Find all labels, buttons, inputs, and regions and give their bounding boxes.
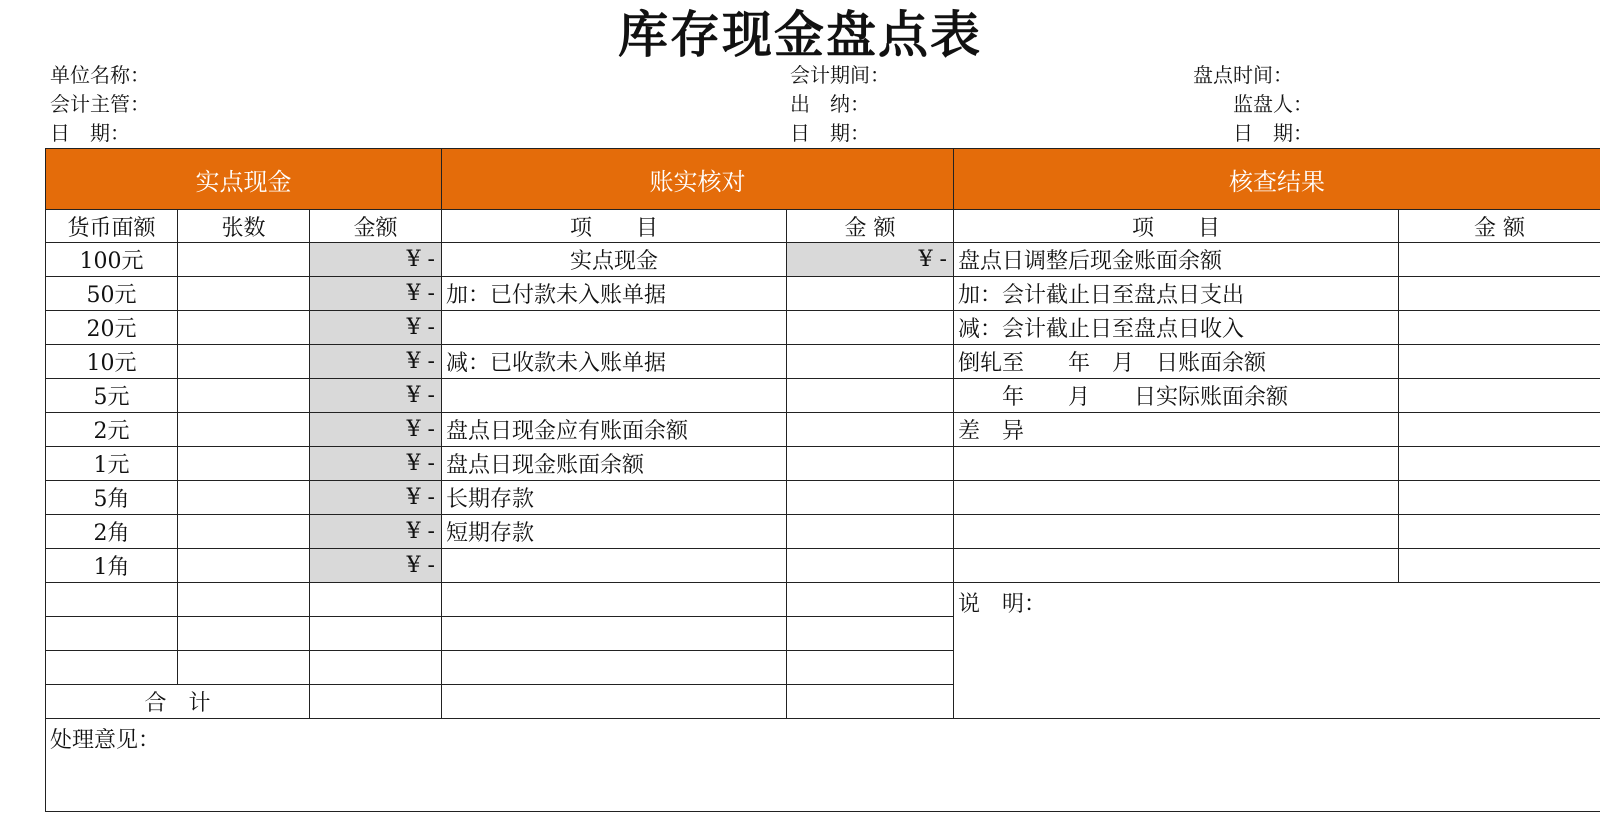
supervisor-label: 监盘人： xyxy=(1233,92,1313,116)
table-row xyxy=(46,345,1600,379)
unit-name-label: 单位名称： xyxy=(50,63,150,87)
recon-item-cell xyxy=(442,379,787,413)
amount-cell[interactable]: ¥ - xyxy=(310,345,442,379)
recon-item-cell: 减：已收款未入账单据 xyxy=(442,345,787,379)
result-amount-cell[interactable] xyxy=(1399,549,1600,583)
empty-cell[interactable] xyxy=(310,617,442,651)
section-reconciliation: 账实核对 xyxy=(442,149,954,210)
recon-item-cell: 长期存款 xyxy=(442,481,787,515)
empty-cell[interactable] xyxy=(442,583,787,617)
table-row xyxy=(46,379,1600,413)
table-row xyxy=(46,413,1600,447)
accounting-period-label: 会计期间： xyxy=(790,63,890,87)
col-item-2: 项 目 xyxy=(954,210,1399,243)
result-amount-cell[interactable] xyxy=(1399,277,1600,311)
recon-item-cell: 加：已付款未入账单据 xyxy=(442,277,787,311)
recon-amount-cell[interactable] xyxy=(787,311,954,345)
empty-cell[interactable] xyxy=(442,617,787,651)
amount-cell[interactable]: ¥ - xyxy=(310,481,442,515)
empty-cell[interactable] xyxy=(178,583,310,617)
col-amount-2: 金 额 xyxy=(787,210,954,243)
empty-cell[interactable] xyxy=(787,651,954,685)
recon-amount-cell[interactable] xyxy=(787,549,954,583)
table-row xyxy=(46,549,1600,583)
empty-cell[interactable] xyxy=(178,651,310,685)
count-cell[interactable] xyxy=(178,481,310,515)
table-row xyxy=(46,583,1600,617)
denomination-cell: 10元 xyxy=(46,345,178,379)
cash-count-table xyxy=(45,148,1600,812)
result-amount-cell[interactable] xyxy=(1399,243,1600,277)
denomination-cell: 50元 xyxy=(46,277,178,311)
col-amount-3: 金 额 xyxy=(1399,210,1600,243)
recon-item-cell xyxy=(442,549,787,583)
count-cell[interactable] xyxy=(178,379,310,413)
cashier-label: 出 纳： xyxy=(790,92,870,116)
empty-cell[interactable] xyxy=(787,685,954,719)
result-item-cell: 年 月 日实际账面余额 xyxy=(954,379,1399,413)
empty-cell[interactable] xyxy=(787,583,954,617)
result-item-cell xyxy=(954,549,1399,583)
table-row xyxy=(46,277,1600,311)
denomination-cell: 1元 xyxy=(46,447,178,481)
amount-cell[interactable]: ¥ - xyxy=(310,413,442,447)
recon-amount-cell[interactable] xyxy=(787,515,954,549)
amount-cell[interactable]: ¥ - xyxy=(310,549,442,583)
recon-amount-cell[interactable] xyxy=(787,379,954,413)
table-row xyxy=(46,481,1600,515)
col-denomination: 货币面额 xyxy=(46,210,178,243)
result-item-cell: 倒轧至 年 月 日账面余额 xyxy=(954,345,1399,379)
notes-label: 说 明： xyxy=(958,592,1047,617)
denomination-cell: 2角 xyxy=(46,515,178,549)
empty-cell[interactable] xyxy=(310,651,442,685)
section-cash-on-hand: 实点现金 xyxy=(46,149,442,210)
recon-item-cell: 实点现金 xyxy=(442,243,787,277)
count-time-label: 盘点时间： xyxy=(1193,63,1293,87)
total-label: 合 计 xyxy=(46,685,310,719)
denomination-cell: 2元 xyxy=(46,413,178,447)
date-label-2: 日 期： xyxy=(790,121,870,145)
notes-cell[interactable] xyxy=(954,583,1600,719)
empty-cell[interactable] xyxy=(442,685,787,719)
result-amount-cell[interactable] xyxy=(1399,345,1600,379)
count-cell[interactable] xyxy=(178,413,310,447)
recon-item-cell: 短期存款 xyxy=(442,515,787,549)
amount-cell[interactable]: ¥ - xyxy=(310,243,442,277)
empty-cell[interactable] xyxy=(46,651,178,685)
count-cell[interactable] xyxy=(178,549,310,583)
date-label-3: 日 期： xyxy=(1233,121,1313,145)
opinion-label: 处理意见： xyxy=(50,728,161,753)
amount-cell[interactable]: ¥ - xyxy=(310,277,442,311)
empty-cell[interactable] xyxy=(178,617,310,651)
result-amount-cell[interactable] xyxy=(1399,413,1600,447)
recon-amount-cell[interactable] xyxy=(787,481,954,515)
denomination-cell: 5角 xyxy=(46,481,178,515)
empty-cell[interactable] xyxy=(787,617,954,651)
recon-amount-cell[interactable] xyxy=(787,277,954,311)
result-item-cell xyxy=(954,515,1399,549)
result-item-cell: 差 异 xyxy=(954,413,1399,447)
table-row xyxy=(46,447,1600,481)
denomination-cell: 5元 xyxy=(46,379,178,413)
page-title: 库存现金盘点表 xyxy=(618,5,982,64)
count-cell[interactable] xyxy=(178,277,310,311)
table-row xyxy=(46,243,1600,277)
total-amount-cell[interactable] xyxy=(310,685,442,719)
empty-cell[interactable] xyxy=(442,651,787,685)
table-row xyxy=(46,311,1600,345)
accounting-supervisor-label: 会计主管： xyxy=(50,92,150,116)
empty-cell[interactable] xyxy=(310,583,442,617)
empty-cell[interactable] xyxy=(46,617,178,651)
recon-amount-cell[interactable]: ¥ - xyxy=(787,243,954,277)
empty-cell[interactable] xyxy=(46,583,178,617)
amount-cell[interactable]: ¥ - xyxy=(310,447,442,481)
amount-cell[interactable]: ¥ - xyxy=(310,515,442,549)
denomination-cell: 1角 xyxy=(46,549,178,583)
denomination-cell: 20元 xyxy=(46,311,178,345)
date-label-1: 日 期： xyxy=(50,121,130,145)
count-cell[interactable] xyxy=(178,447,310,481)
denomination-cell: 100元 xyxy=(46,243,178,277)
recon-amount-cell[interactable] xyxy=(787,447,954,481)
result-amount-cell[interactable] xyxy=(1399,515,1600,549)
opinion-cell[interactable] xyxy=(46,719,1600,812)
opinion-row xyxy=(46,719,1600,812)
recon-item-cell xyxy=(442,311,787,345)
result-item-cell: 加：会计截止日至盘点日支出 xyxy=(954,277,1399,311)
result-amount-cell[interactable] xyxy=(1399,379,1600,413)
table-row xyxy=(46,515,1600,549)
col-count: 张数 xyxy=(178,210,310,243)
recon-item-cell: 盘点日现金应有账面余额 xyxy=(442,413,787,447)
result-amount-cell[interactable] xyxy=(1399,447,1600,481)
col-amount: 金额 xyxy=(310,210,442,243)
result-amount-cell[interactable] xyxy=(1399,311,1600,345)
recon-item-cell: 盘点日现金账面余额 xyxy=(442,447,787,481)
section-result: 核查结果 xyxy=(954,149,1600,210)
col-item: 项 目 xyxy=(442,210,787,243)
result-amount-cell[interactable] xyxy=(1399,481,1600,515)
count-cell[interactable] xyxy=(178,243,310,277)
result-item-cell: 盘点日调整后现金账面余额 xyxy=(954,243,1399,277)
recon-amount-cell[interactable] xyxy=(787,345,954,379)
count-cell[interactable] xyxy=(178,311,310,345)
count-cell[interactable] xyxy=(178,345,310,379)
amount-cell[interactable]: ¥ - xyxy=(310,311,442,345)
result-item-cell xyxy=(954,447,1399,481)
result-item-cell: 减：会计截止日至盘点日收入 xyxy=(954,311,1399,345)
recon-amount-cell[interactable] xyxy=(787,413,954,447)
result-item-cell xyxy=(954,481,1399,515)
count-cell[interactable] xyxy=(178,515,310,549)
amount-cell[interactable]: ¥ - xyxy=(310,379,442,413)
